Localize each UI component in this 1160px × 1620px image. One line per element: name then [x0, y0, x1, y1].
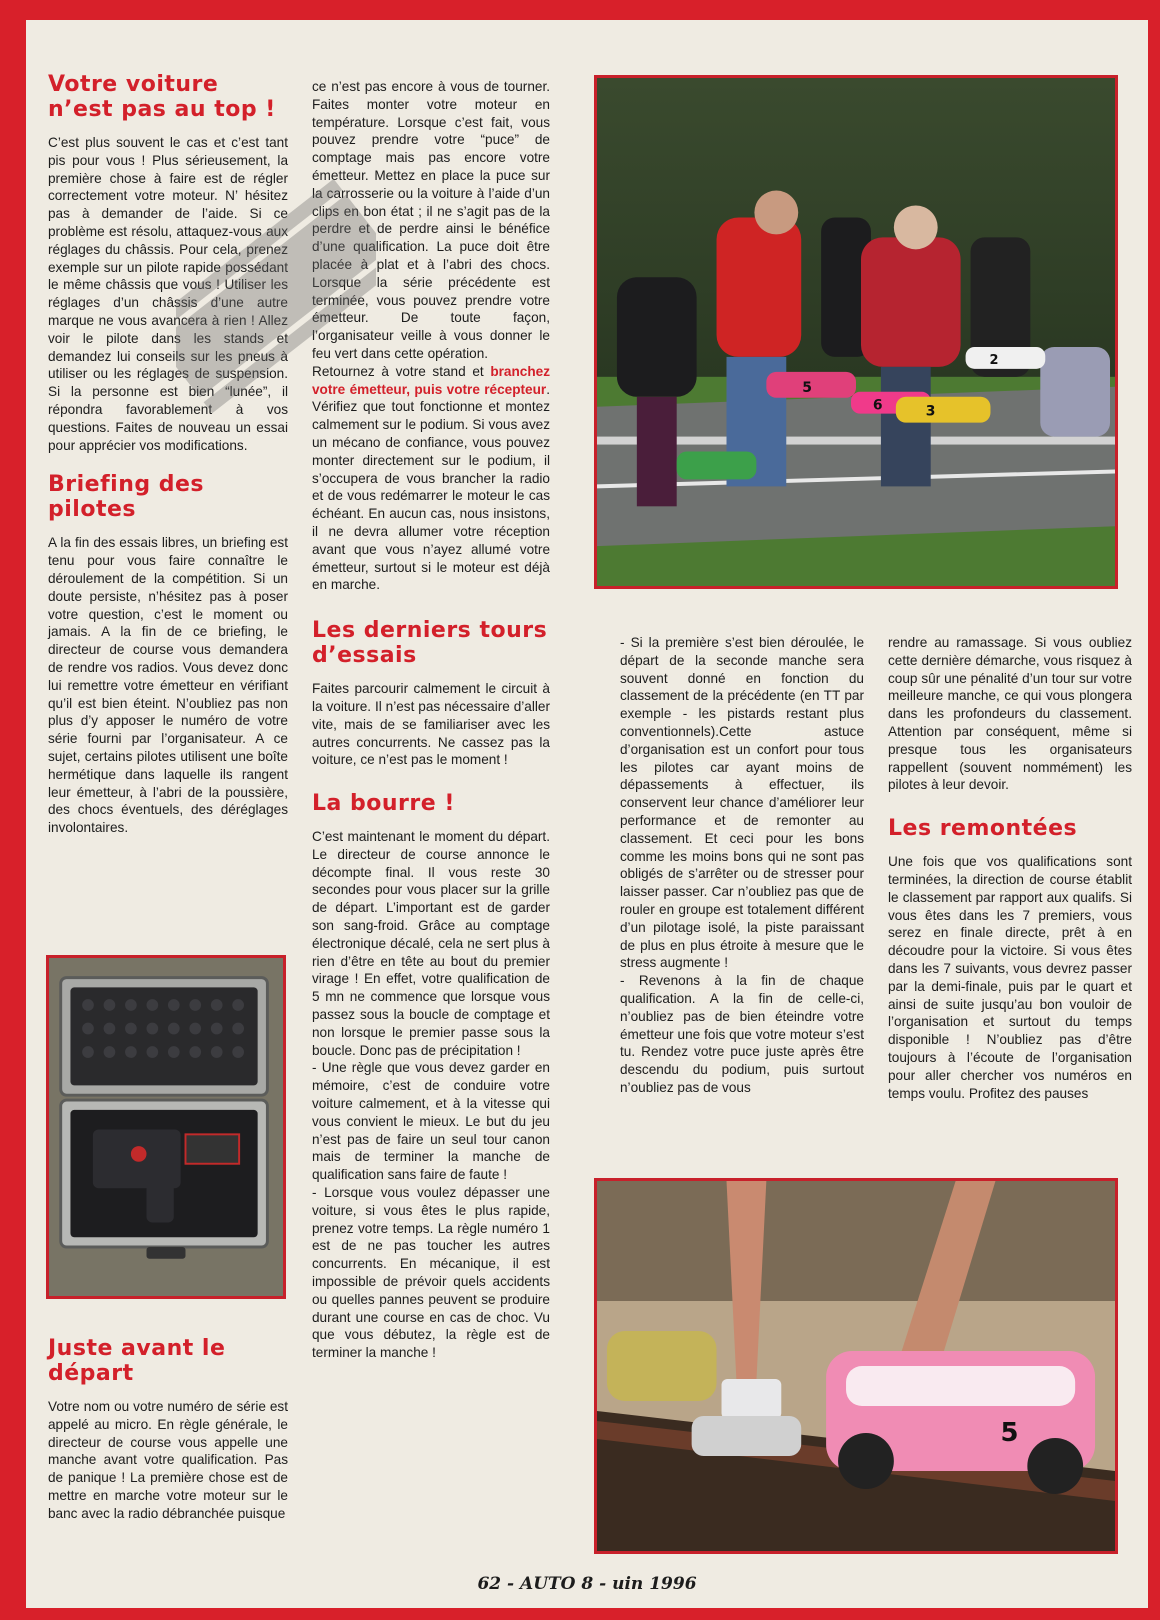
- photo-transmitter-case: [46, 955, 286, 1299]
- paragraph: A la fin des essais libres, un briefing est tenu pour vous faire connaître le déroulement de la compétition. Si un doute persiste, n’hésitez pas à poser votre question, c’est le moment ou jamais. A la fin de ce briefing, le directeur de course vous demandera de rendre vos radios. Vous devez donc lui remettre votre émetteur en vérifiant qu’il est bien éteint. N’oubliez pas non plus d’y apposer le numéro de votre série fourni par l’organisateur. A ce sujet, certains pilotes utilisent une boîte hermétique dans laquelle ils rangent leur émetteur, à l’abri de la poussière, des chocs éventuels, des déréglages involontaires.: [48, 535, 288, 836]
- paragraph: Faites parcourir calmement le circuit à la voiture. Il n’est pas nécessaire d’aller vite, mais de se familiariser avec les autres concurrents. Ne cassez pas la voiture, ce n’est pas le moment !: [312, 681, 550, 768]
- paragraph: C’est plus souvent le cas et c’est tant pis pour vous ! Plus sérieusement, la première chose à faire est de régler correctement votre moteur. N’ hésitez pas à demander de l’aide. Si ce problème est résolu, attaquez-vous aux réglages du châssis. Pour cela, prenez exemple sur un pilote rapide possédant le même châssis que vous ! Utiliser les réglages d’un châssis d’une autre marque ne vous avancera à rien ! Allez voir le pilote dans les stands et demandez lui conseils sur les pneus à utiliser ou les réglages de suspension. Si la personne est bien “lunée”, il répondra favorablement à vos questions. Faites de nouveau un essai pour apprécier vos modifications.: [48, 135, 288, 453]
- heading-les-remontees: Les remontées: [888, 816, 1078, 842]
- paragraph: - Lorsque vous voulez dépasser une voiture, si vous êtes le plus rapide, prenez votre temps. La règle numéro 1 est de ne pas toucher les autres concurrents. En mécanique, il est impossible de prévoir quels accidents ou quelles pannes peuvent se produire durant une course en cas de choc. Vu que vous débutez, la règle est de terminer la manche !: [312, 1185, 550, 1361]
- heading-briefing: Briefing des pilotes: [48, 472, 205, 523]
- paragraph: Votre nom ou votre numéro de série est appelé au micro. En règle générale, le directeur de course vous appelle une manche avant votre qualification. Pas de panique ! La première chose est de mettre en marche votre moteur sur le banc avec la radio débranchée puisque: [48, 1399, 288, 1521]
- paragraph: - Si la première s’est bien déroulée, le départ de la seconde manche sera souvent donné en fonction du classement de la précédente (en TT par exemple - les pistards restant plus conventionnels).Cette astuce d’organisation est un confort pour tous les pilotes car ayant moins de dépassements à effectuer, ils conservent leur chance d’améliorer leur performance et de remonter au classement. Et ceci pour les bons comme les moins bons qui ne sont pas obligés de s’arrêter ou de stresser pour laisser passer. Car n’oubliez pas que de rouler en groupe est totalement différent d’un pilotage isolé, la piste paraissant de plus en plus étroite à mesure que le stress augmente !: [620, 635, 864, 971]
- car-number: 5: [1000, 1417, 1019, 1449]
- car-number: 3: [925, 403, 936, 420]
- paragraph: Une fois que vos qualifications sont terminées, la direction de course établit le classement par rapport aux qualifs. Si vous êtes dans les 7 premiers, vous serez en finale directe, prêt à en découdre pour la victoire. Si vous êtes dans les 7 suivants, vous devrez passer par la demi-finale, puis par le quart et ainsi de suite jusqu’au bon vouloir de l’organisation et surtout du temps disponible ! N’oubliez pas d’être toujours à l’écoute de l’organisation pour aller chercher vos numéros en temps voulu. Profitez des pauses: [888, 854, 1132, 1101]
- highlight-text: branchez votre émetteur, puis votre récepteur: [312, 363, 550, 397]
- paragraph: - Revenons à la fin de chaque qualification. A la fin de celle-ci, n’oubliez pas de bien éteindre votre émetteur une fois que votre moteur s’est tu. Rendez votre puce juste après être descendu du podium, puis surtout n’oubliez pas de vous: [620, 973, 864, 1095]
- paragraph-with-highlight: [312, 363, 550, 594]
- column-1-bottom: [48, 1336, 288, 1527]
- text: Retournez à votre stand et: [312, 363, 491, 379]
- car-number: 5: [802, 379, 812, 396]
- column-1: [48, 72, 288, 841]
- heading-juste-avant: Juste avant le départ: [48, 1336, 226, 1386]
- photo-car-on-track: [594, 1178, 1118, 1554]
- heading-derniers-tours: Les derniers tours d’essais: [312, 618, 548, 669]
- car-number: 6: [872, 397, 883, 414]
- paragraph: ce n’est pas encore à vous de tourner. Faites monter votre moteur en température. Lorsque c’est fait, vous pouvez prendre votre “puce” de comptage mais pas encore votre émetteur. Mettez en place la puce sur la carrosserie ou la voiture à l’aide d’un clips en bon état ; il ne s’agit pas de la perdre et de perdre ainsi le bénéfice d’une qualification. La puce doit être placée à plat et à l’abri des chocs. Lorsque la série précédente est terminée, vous pouvez prendre votre émetteur. De toute façon, l’organisateur veille à vous donner le feu vert dans cette opération.: [312, 79, 550, 361]
- column-2: [312, 78, 550, 1366]
- heading-votre-voiture: Votre voiture n’est pas au top !: [48, 72, 276, 122]
- column-4: [888, 634, 1132, 1106]
- paragraph: C’est maintenant le moment du départ. Le directeur de course annonce le décompte final. Il vous reste 30 secondes pour vous placer sur la grille de départ. L’important est de garder son sang-froid. Grâce au comptage électronique décalé, cela ne sert plus à rien d’être en tête au bout du premier virage ! En effet, votre qualification de 5 mn ne commence que lorsque vous passez sous la boucle de comptage et non lorsque le premier passe sous la boucle. Donc pas de précipitation !: [312, 829, 550, 1058]
- car-number: 2: [989, 352, 999, 368]
- paragraph: - Une règle que vous devez garder en mémoire, c’est de conduire votre voiture calmement, et à la vitesse qui vous convient le mieux. Le but du jeu n’est pas de faire un seul tour canon mais de terminer la manche de qualification sans faire de faute !: [312, 1060, 550, 1183]
- photo-drivers-at-grid: [594, 75, 1118, 589]
- paragraph: rendre au ramassage. Si vous oubliez cette dernière démarche, vous risquez à coup sûr une pénalité d’un tour sur votre meilleure manche, ce qui vous plongera dans les profondeurs du classement. Attention par conséquent, même si presque tous les organisateurs rappellent (souvent nommément) les pilotes à leur devoir.: [888, 635, 1132, 793]
- column-3: [620, 634, 864, 1101]
- heading-la-bourre: La bourre !: [312, 791, 455, 817]
- page-footer: 62 - AUTO 8 - uin 1996: [477, 1574, 697, 1594]
- magazine-page: [26, 20, 1148, 1608]
- text: . Vérifiez que tout fonctionne et montez calmement sur le podium. Si vous avez un mécano de confiance, vous pouvez monter directement sur le podium, il s’occupera de vous brancher la radio et de vous redémarrer le moteur le cas échéant. En aucun cas, nous insistons, il ne devra allumer votre réception avant que vous n’ayez allumé votre émetteur, surtout si le moteur est déjà en marche.: [312, 381, 550, 593]
